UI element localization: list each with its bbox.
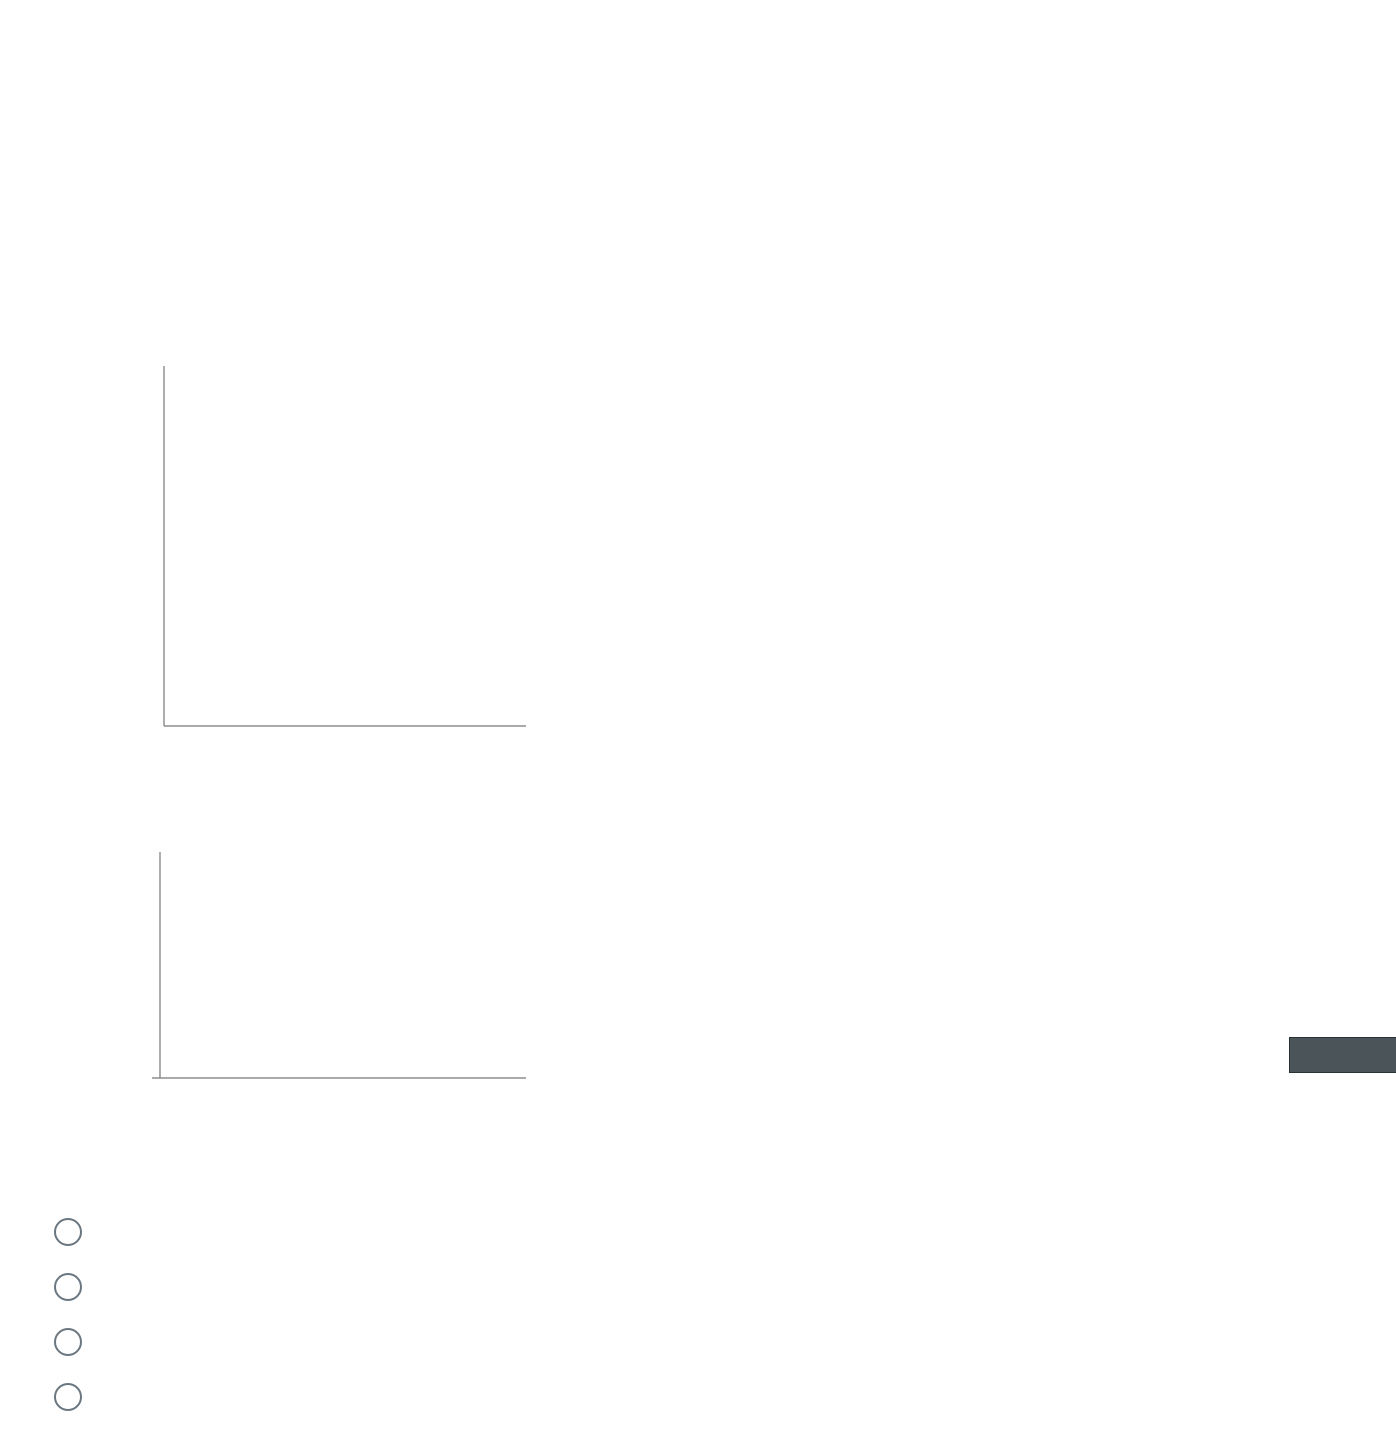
main-content-tab[interactable]	[1289, 1037, 1396, 1073]
radio-button[interactable]	[54, 1383, 82, 1411]
top-chart	[0, 270, 526, 726]
answer-option-2[interactable]	[49, 1259, 1136, 1314]
bottom-chart	[0, 270, 603, 1078]
radio-button[interactable]	[54, 1218, 82, 1246]
radio-button[interactable]	[54, 1328, 82, 1356]
answer-options	[49, 1204, 1136, 1424]
question-text	[49, 18, 1149, 44]
radio-button[interactable]	[54, 1273, 82, 1301]
answer-option-3[interactable]	[49, 1314, 1136, 1369]
figure	[0, 270, 820, 1170]
answer-option-1[interactable]	[49, 1204, 1136, 1259]
answer-option-4[interactable]	[49, 1369, 1136, 1424]
